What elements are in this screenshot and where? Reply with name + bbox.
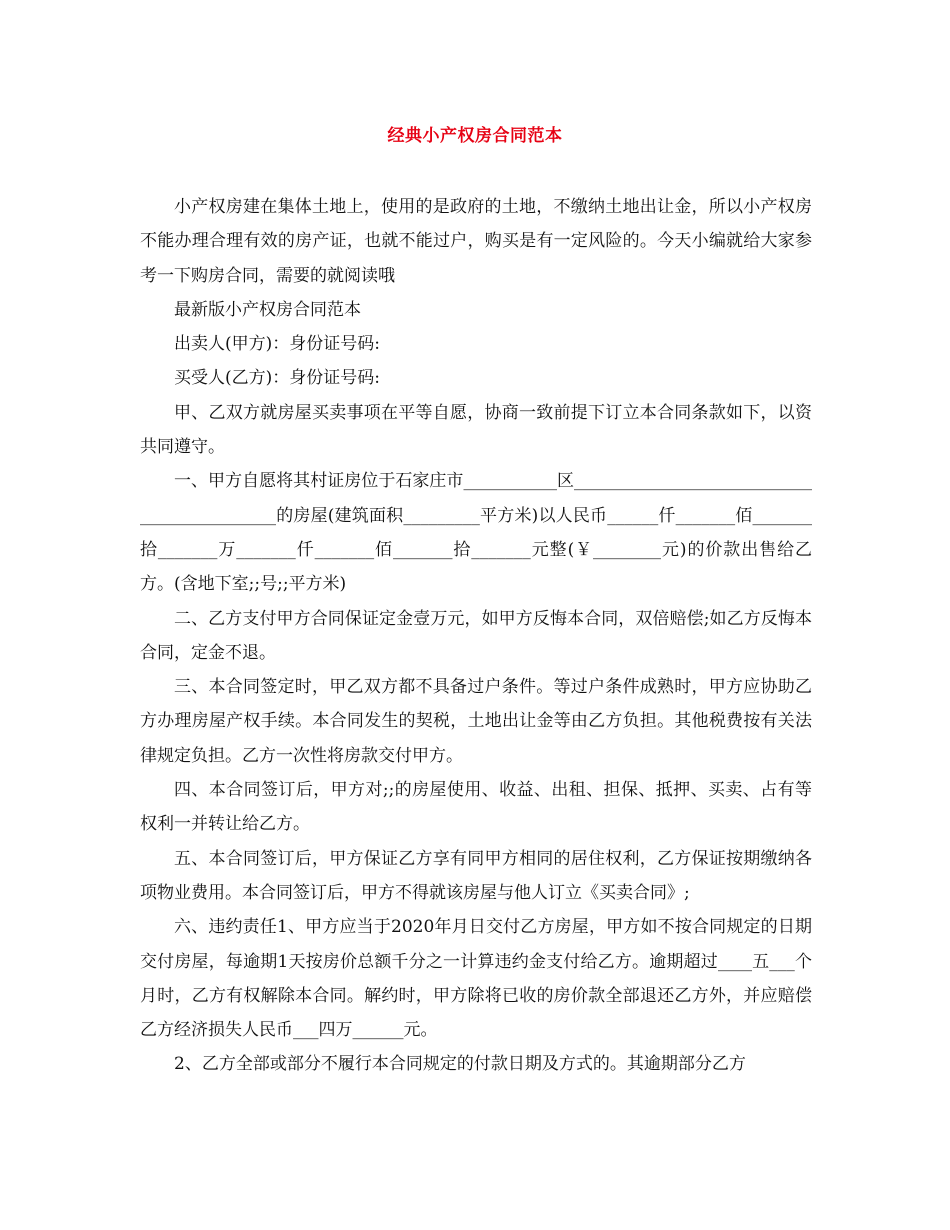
paragraph-intro: 小产权房建在集体土地上，使用的是政府的土地，不缴纳土地出让金，所以小产权房不能办理合理有效的房产证，也就不能过户，购买是有一定风险的。今天小编就给大家参考一下购房合同，需要的就阅读哦 xyxy=(140,197,812,286)
clause-2: 二、乙方支付甲方合同保证定金壹万元，如甲方反悔本合同，双倍赔偿;如乙方反悔本合同，定金不退。 xyxy=(140,608,812,663)
document-body xyxy=(140,190,812,1082)
clause-6: 六、违约责任1、甲方应当于2020年月日交付乙方房屋，甲方如不按合同规定的日期交付房屋，每逾期1天按房价总额千分之一计算违约金支付给乙方。逾期超过____五___个月时，乙方有权解除本合同。解约时，甲方除将已收的房价款全部退还乙方外，并应赔偿乙方经济损失人民币___四万______元。 xyxy=(140,917,812,1041)
paragraph-subtitle: 最新版小产权房合同范本 xyxy=(174,299,361,320)
clause-3: 三、本合同签定时，甲乙双方都不具备过户条件。等过户条件成熟时，甲方应协助乙方办理房屋产权手续。本合同发生的契税，土地出让金等由乙方负担。其他税费按有关法律规定负担。乙方一次性将房款交付甲方。 xyxy=(140,677,812,766)
clause-4: 四、本合同签订后，甲方对;;的房屋使用、收益、出租、担保、抵押、买卖、占有等权利一并转让给乙方。 xyxy=(140,780,812,835)
clause-1: 一、甲方自愿将其村证房位于石家庄市___________区____________________________________________的房屋(建筑面积_________平方米)以人民币______仟_______佰_______拾_______万_______仟_______佰_______拾_______元整(￥________元)的价款出售给乙方。(含地下室;;号;;平方米) xyxy=(140,471,812,595)
paragraph-buyer: 买受人(乙方)：身份证号码: xyxy=(174,368,380,389)
clause-6-2: 2、乙方全部或部分不履行本合同规定的付款日期及方式的。其逾期部分乙方 xyxy=(174,1054,746,1075)
paragraph-preamble: 甲、乙双方就房屋买卖事项在平等自愿，协商一致前提下订立本合同条款如下，以资共同遵守。 xyxy=(140,402,812,458)
document-title: 经典小产权房合同范本 xyxy=(387,126,563,146)
clause-5: 五、本合同签订后，甲方保证乙方享有同甲方相同的居住权利，乙方保证按期缴纳各项物业费用。本合同签订后，甲方不得就该房屋与他人订立《买卖合同》; xyxy=(140,848,812,903)
paragraph-seller: 出卖人(甲方)：身份证号码: xyxy=(174,334,380,355)
